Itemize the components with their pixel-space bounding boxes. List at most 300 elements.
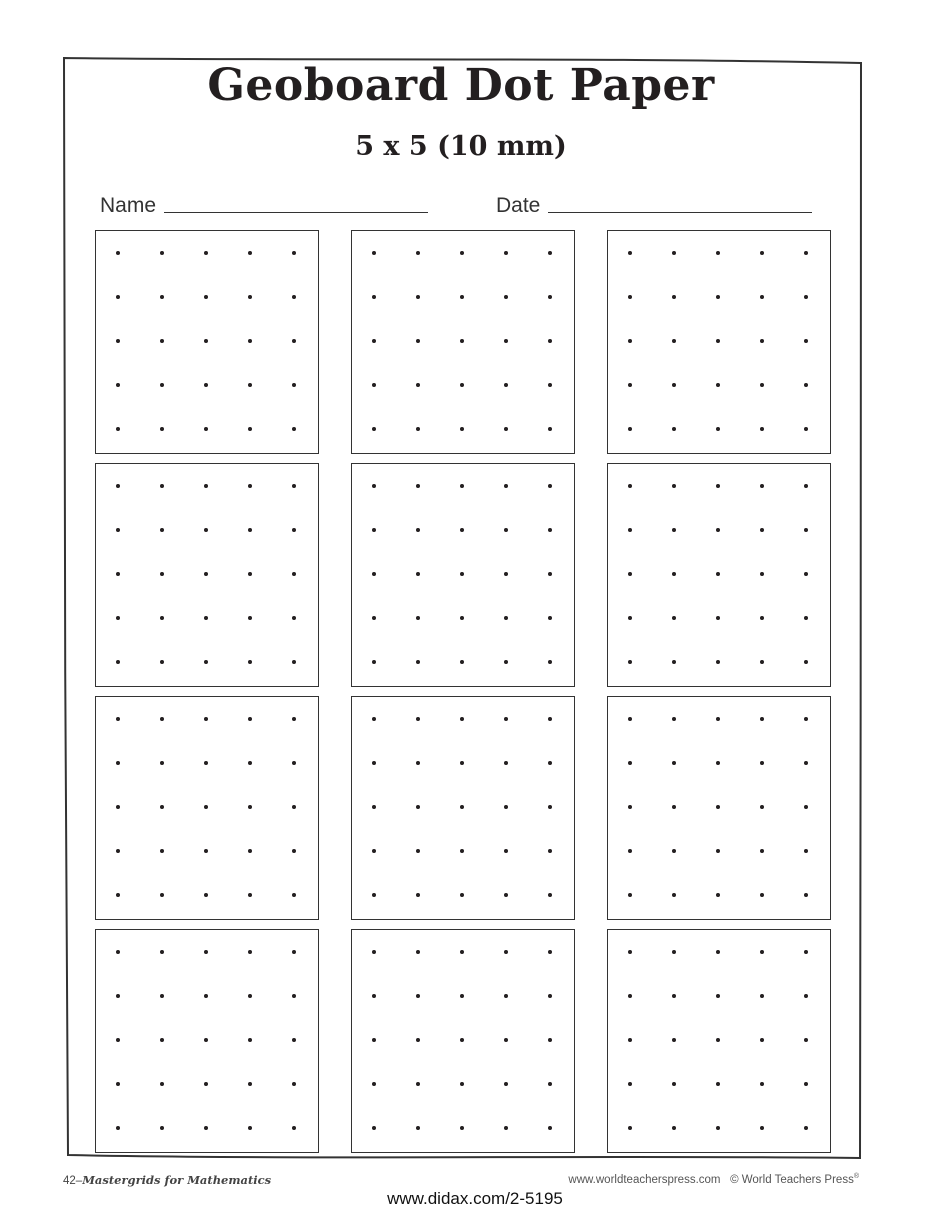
dot-grid-3-3 (607, 696, 831, 920)
grid-dot (804, 994, 808, 998)
grid-dot (672, 572, 676, 576)
grid-dot (628, 660, 632, 664)
grid-dot (372, 893, 376, 897)
grid-dot (460, 893, 464, 897)
grid-dot (804, 1082, 808, 1086)
dot-grid-1-3 (607, 230, 831, 454)
grid-dot (372, 383, 376, 387)
grid-dot (372, 616, 376, 620)
grid-dot (160, 893, 164, 897)
grid-dot (460, 950, 464, 954)
grid-dot (548, 761, 552, 765)
grid-dot (504, 427, 508, 431)
grid-dot (248, 484, 252, 488)
grid-dot (416, 893, 420, 897)
grid-dot (116, 427, 120, 431)
dot-grid-2-1 (95, 463, 319, 687)
grid-dot (672, 1038, 676, 1042)
grid-dot (628, 849, 632, 853)
grid-dot (160, 484, 164, 488)
grid-dot (716, 893, 720, 897)
grid-dot (160, 805, 164, 809)
grid-dot (416, 484, 420, 488)
grid-dot (760, 1082, 764, 1086)
grid-dot (628, 383, 632, 387)
dot-grid-2-3 (607, 463, 831, 687)
grid-dot (504, 1038, 508, 1042)
grid-dot (672, 849, 676, 853)
dot-grid-2-2 (351, 463, 575, 687)
grid-dot (716, 717, 720, 721)
grid-dot (372, 339, 376, 343)
grid-dot (248, 383, 252, 387)
grid-dot (716, 950, 720, 954)
grid-dot (204, 1126, 208, 1130)
grid-dot (416, 1126, 420, 1130)
grid-dot (204, 717, 208, 721)
grid-dot (548, 1038, 552, 1042)
grid-dot (116, 1126, 120, 1130)
name-label: Name (100, 194, 157, 217)
grid-dot (460, 717, 464, 721)
grid-dot (460, 339, 464, 343)
grid-dot (628, 1082, 632, 1086)
grid-dot (204, 528, 208, 532)
didax-url: www.didax.com/2-5195 (387, 1189, 563, 1208)
grid-dot (372, 660, 376, 664)
footer-series (63, 1173, 271, 1187)
grid-dot (716, 484, 720, 488)
grid-dot (628, 1038, 632, 1042)
grid-dot (160, 339, 164, 343)
grid-dot (416, 427, 420, 431)
grid-dot (460, 616, 464, 620)
grid-dot (672, 528, 676, 532)
grid-dot (248, 660, 252, 664)
grid-dot (716, 805, 720, 809)
grid-dot (204, 950, 208, 954)
grid-dot (672, 383, 676, 387)
grid-dot (292, 1126, 296, 1130)
grid-dot (504, 572, 508, 576)
publisher-website: www.worldteacherspress.com (568, 1173, 721, 1186)
page-number: 42– (63, 1175, 83, 1187)
grid-dot (292, 427, 296, 431)
grid-dot (760, 893, 764, 897)
grid-dot (628, 717, 632, 721)
grid-dot (416, 1038, 420, 1042)
grid-dot (628, 572, 632, 576)
grid-dot (804, 717, 808, 721)
grid-dot (804, 484, 808, 488)
grid-dot (716, 660, 720, 664)
grid-dot (416, 849, 420, 853)
grid-dot (248, 950, 252, 954)
grid-dot (292, 849, 296, 853)
grid-dot (548, 893, 552, 897)
grid-dot (760, 849, 764, 853)
grid-dot (204, 484, 208, 488)
grid-dot (716, 528, 720, 532)
grid-dot (116, 383, 120, 387)
grid-dot (504, 1126, 508, 1130)
grid-dot (204, 572, 208, 576)
grid-dot (160, 1082, 164, 1086)
grid-dot (160, 761, 164, 765)
grid-dot (116, 616, 120, 620)
grid-dot (204, 1038, 208, 1042)
grid-dot (760, 994, 764, 998)
grid-dot (804, 251, 808, 255)
grid-dot (416, 383, 420, 387)
grid-dot (460, 484, 464, 488)
grid-dot (760, 950, 764, 954)
grid-dot (372, 1126, 376, 1130)
grid-dot (716, 427, 720, 431)
grid-dot (160, 849, 164, 853)
grid-dot (628, 339, 632, 343)
grid-dot (416, 528, 420, 532)
grid-dot (372, 950, 376, 954)
grid-dot (292, 295, 296, 299)
grid-dot (760, 528, 764, 532)
grid-dot (292, 339, 296, 343)
grid-dot (460, 572, 464, 576)
grid-dot (672, 950, 676, 954)
grid-dot (716, 994, 720, 998)
grid-dot (248, 805, 252, 809)
grid-dot (672, 427, 676, 431)
grid-dot (672, 484, 676, 488)
page-title: Geoboard Dot Paper (207, 60, 715, 111)
grid-dot (760, 616, 764, 620)
grid-dot (372, 572, 376, 576)
grid-dot (804, 616, 808, 620)
grid-dot (248, 295, 252, 299)
dot-grid-3-2 (351, 696, 575, 920)
grid-dot (160, 1126, 164, 1130)
grid-dot (204, 805, 208, 809)
grid-dot (116, 994, 120, 998)
registered-mark: ® (853, 1173, 859, 1180)
grid-dot (416, 1082, 420, 1086)
grid-dot (716, 849, 720, 853)
grid-dot (204, 994, 208, 998)
grid-dot (760, 383, 764, 387)
grid-dot (672, 805, 676, 809)
grid-dot (292, 1082, 296, 1086)
footer-publisher (568, 1173, 859, 1186)
grid-dot (248, 572, 252, 576)
grid-dot (460, 994, 464, 998)
grid-dot (248, 1038, 252, 1042)
grid-dot (460, 295, 464, 299)
grid-dot (628, 1126, 632, 1130)
grid-dot (628, 761, 632, 765)
grid-dot (292, 572, 296, 576)
grid-dot (204, 893, 208, 897)
grid-dot (204, 383, 208, 387)
grid-dot (116, 805, 120, 809)
grid-dot (716, 1038, 720, 1042)
grid-dot (716, 295, 720, 299)
grid-dot (116, 1082, 120, 1086)
grid-dot (248, 761, 252, 765)
grid-dot (504, 528, 508, 532)
grid-dot (204, 761, 208, 765)
grid-dot (548, 427, 552, 431)
grid-dot (248, 717, 252, 721)
grid-dot (628, 616, 632, 620)
grid-dot (204, 295, 208, 299)
grid-dot (672, 761, 676, 765)
dot-grid-1-1 (95, 230, 319, 454)
grid-dot (372, 295, 376, 299)
grid-dot (460, 528, 464, 532)
grid-dot (628, 950, 632, 954)
grid-dot (292, 616, 296, 620)
grid-dot (460, 1082, 464, 1086)
name-field[interactable] (164, 212, 428, 213)
grid-dot (116, 660, 120, 664)
grid-dot (504, 849, 508, 853)
grid-dot (460, 427, 464, 431)
grid-dot (248, 616, 252, 620)
dot-grid-4-3 (607, 929, 831, 1153)
grid-dot (248, 339, 252, 343)
copyright-text: © World Teachers Press (730, 1173, 854, 1186)
grid-dot (372, 717, 376, 721)
grid-dot (548, 339, 552, 343)
grid-dot (372, 994, 376, 998)
grid-dot (504, 383, 508, 387)
grid-dot (372, 761, 376, 765)
grid-dot (204, 251, 208, 255)
grid-dot (716, 339, 720, 343)
grid-dot (716, 1126, 720, 1130)
grid-dot (628, 251, 632, 255)
grid-dot (504, 893, 508, 897)
grid-dot (160, 950, 164, 954)
grid-dot (248, 1082, 252, 1086)
grid-dot (460, 660, 464, 664)
grid-dot (628, 295, 632, 299)
grid-dot (716, 572, 720, 576)
grid-dot (760, 295, 764, 299)
grid-dot (292, 1038, 296, 1042)
grid-dot (372, 805, 376, 809)
grid-dot (372, 1082, 376, 1086)
grid-dot (116, 572, 120, 576)
grid-dot (672, 660, 676, 664)
grid-dot (292, 528, 296, 532)
grid-dot (504, 805, 508, 809)
grid-dot (416, 805, 420, 809)
grid-dot (292, 660, 296, 664)
grid-dot (116, 717, 120, 721)
grid-dot (672, 339, 676, 343)
grid-dot (716, 251, 720, 255)
grid-dot (204, 427, 208, 431)
grid-dot (804, 427, 808, 431)
grid-dot (504, 1082, 508, 1086)
grid-dot (672, 1126, 676, 1130)
grid-dot (160, 660, 164, 664)
grid-dot (672, 994, 676, 998)
grid-dot (160, 427, 164, 431)
grid-dot (548, 660, 552, 664)
grid-dot (760, 805, 764, 809)
grid-dot (416, 295, 420, 299)
series-title: Mastergrids for Mathematics (82, 1173, 272, 1187)
grid-dot (116, 849, 120, 853)
grid-dot (760, 484, 764, 488)
grid-dot (292, 761, 296, 765)
dot-grid-4-2 (351, 929, 575, 1153)
grid-dot (804, 572, 808, 576)
grid-dot (760, 1038, 764, 1042)
grid-dot (504, 994, 508, 998)
grid-dot (416, 339, 420, 343)
grid-dot (416, 616, 420, 620)
grid-dot (248, 251, 252, 255)
grid-dot (160, 994, 164, 998)
grid-dot (548, 1126, 552, 1130)
grid-dot (804, 761, 808, 765)
grid-dot (292, 950, 296, 954)
grid-dot (248, 528, 252, 532)
grid-dot (628, 805, 632, 809)
grid-dot (504, 295, 508, 299)
grid-dot (548, 295, 552, 299)
grid-dot (760, 427, 764, 431)
grid-dot (628, 427, 632, 431)
grid-dot (504, 660, 508, 664)
grid-dot (760, 717, 764, 721)
grid-dot (416, 251, 420, 255)
grid-dot (760, 339, 764, 343)
grid-dot (672, 616, 676, 620)
grid-dot (716, 383, 720, 387)
grid-dot (804, 805, 808, 809)
grid-dot (160, 572, 164, 576)
grid-dot (292, 893, 296, 897)
grid-dot (372, 1038, 376, 1042)
grid-dot (372, 528, 376, 532)
grid-dot (804, 383, 808, 387)
grid-dot (248, 427, 252, 431)
grid-dot (460, 1038, 464, 1042)
grid-dot (248, 994, 252, 998)
grid-dot (628, 528, 632, 532)
grid-dot (548, 251, 552, 255)
grid-dot (204, 660, 208, 664)
grid-dot (504, 761, 508, 765)
page-subtitle: 5 x 5 (10 mm) (355, 131, 567, 162)
grid-dot (116, 528, 120, 532)
grid-dot (116, 950, 120, 954)
grid-dot (548, 484, 552, 488)
grid-dot (760, 761, 764, 765)
grid-dot (804, 849, 808, 853)
dot-grid-4-1 (95, 929, 319, 1153)
grid-dot (116, 484, 120, 488)
grid-dot (548, 1082, 552, 1086)
grid-dot (804, 1038, 808, 1042)
grid-dot (548, 616, 552, 620)
grid-dot (804, 295, 808, 299)
grid-dot (292, 717, 296, 721)
grid-dot (160, 383, 164, 387)
grid-dot (248, 849, 252, 853)
date-label: Date (496, 194, 541, 217)
grid-dot (548, 528, 552, 532)
grid-dot (504, 950, 508, 954)
grid-dot (716, 761, 720, 765)
grid-dot (116, 251, 120, 255)
grid-dot (460, 383, 464, 387)
grid-dot (804, 528, 808, 532)
grid-dot (804, 660, 808, 664)
grid-dot (672, 1082, 676, 1086)
grid-dot (548, 717, 552, 721)
grid-dot (760, 660, 764, 664)
grid-dot (204, 616, 208, 620)
grid-dot (416, 717, 420, 721)
grid-dot (372, 849, 376, 853)
grid-dot (504, 717, 508, 721)
grid-dot (504, 339, 508, 343)
grid-dot (760, 251, 764, 255)
grid-dot (160, 251, 164, 255)
grid-dot (416, 994, 420, 998)
dot-grid-3-1 (95, 696, 319, 920)
grid-dot (372, 484, 376, 488)
grid-dot (628, 994, 632, 998)
grid-dot (292, 484, 296, 488)
grid-dot (416, 761, 420, 765)
grid-dot (204, 849, 208, 853)
grid-dot (804, 1126, 808, 1130)
grid-dot (548, 849, 552, 853)
grid-dot (504, 616, 508, 620)
grid-dot (160, 528, 164, 532)
grid-dot (548, 805, 552, 809)
grid-dot (672, 893, 676, 897)
grid-dot (372, 427, 376, 431)
grid-dot (804, 950, 808, 954)
grid-dot (672, 717, 676, 721)
grid-dot (760, 1126, 764, 1130)
grid-dot (504, 251, 508, 255)
grid-dot (548, 572, 552, 576)
grid-dot (804, 339, 808, 343)
grid-dot (372, 251, 376, 255)
grid-dot (628, 893, 632, 897)
grid-dot (804, 893, 808, 897)
grid-dot (716, 616, 720, 620)
grid-dot (548, 383, 552, 387)
grid-dot (760, 572, 764, 576)
grid-dot (548, 950, 552, 954)
grid-dot (160, 616, 164, 620)
grid-dot (628, 484, 632, 488)
grid-dot (504, 484, 508, 488)
grid-dot (460, 849, 464, 853)
date-field[interactable] (548, 212, 812, 213)
grid-dot (160, 1038, 164, 1042)
grid-dot (460, 251, 464, 255)
